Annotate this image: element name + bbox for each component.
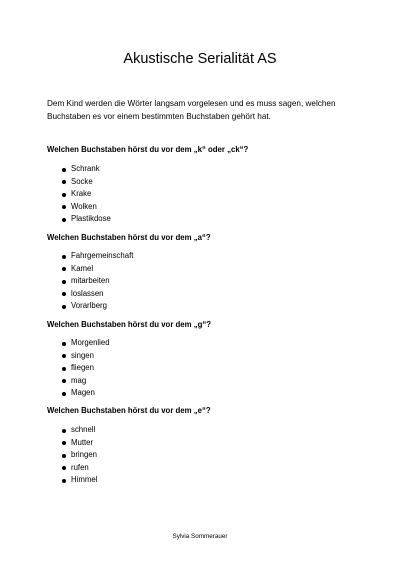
bullet-icon [62, 342, 66, 346]
bullet-icon [62, 354, 66, 358]
word-list [47, 250, 367, 313]
word-text: mag [71, 375, 87, 385]
bullet-icon [62, 255, 66, 259]
list-item [47, 375, 367, 388]
word-text: Morgenlied [71, 338, 110, 347]
question-section-e [47, 406, 367, 487]
list-item [47, 362, 367, 375]
word-text: singen [71, 350, 94, 360]
bullet-icon [62, 429, 66, 433]
word-text: loslassen [71, 288, 104, 298]
bullet-icon [62, 367, 66, 371]
page-title: Akustische Serialität AS [123, 51, 277, 67]
word-text: Socke [71, 176, 93, 186]
list-item [47, 275, 367, 288]
word-text: rufen [71, 462, 89, 472]
word-text: Krake [71, 189, 92, 198]
bullet-icon [62, 280, 66, 284]
word-list [47, 337, 367, 400]
bullet-icon [62, 479, 66, 483]
word-text: Fahrgemeinschaft [71, 251, 134, 260]
bullet-icon [62, 305, 66, 309]
list-item [47, 188, 367, 201]
list-item [47, 213, 367, 226]
footer-author: Sylvia Sommerauer [172, 533, 228, 540]
word-text: Plastikdose [71, 214, 111, 223]
word-text: bringen [71, 450, 98, 459]
word-list [47, 163, 367, 226]
bullet-icon [62, 466, 66, 470]
word-text: mitarbeiten [71, 276, 110, 285]
intro-text: Dem Kind werden die Wörter langsam vorgelesen und es muss sagen, welchen Buchstaben es vor einem bestimmten Buchstaben gehört hat. [47, 99, 336, 121]
list-item [47, 449, 367, 462]
question-section-a [47, 233, 367, 313]
word-text: Vorarlberg [71, 301, 107, 310]
bullet-icon [62, 379, 66, 383]
list-item [47, 350, 367, 363]
list-item [47, 300, 367, 313]
question-heading: Welchen Buchstaben hörst du vor dem „a“? [47, 233, 211, 242]
word-text: Mutter [71, 437, 94, 447]
question-heading: Welchen Buchstaben hörst du vor dem „e“? [47, 406, 211, 415]
list-item [47, 163, 367, 176]
bullet-icon [62, 392, 66, 396]
question-heading: Welchen Buchstaben hörst du vor dem „g“? [47, 320, 212, 329]
list-item [47, 387, 367, 400]
bullet-icon [62, 193, 66, 197]
list-item [47, 263, 367, 276]
bullet-icon [62, 205, 66, 209]
list-item [47, 424, 367, 437]
word-text: Magen [71, 388, 95, 397]
list-item [47, 474, 367, 487]
bullet-icon [62, 441, 66, 445]
bullet-icon [62, 180, 66, 184]
list-item [47, 250, 367, 263]
word-list [47, 424, 367, 487]
list-item [47, 288, 367, 301]
bullet-icon [62, 168, 66, 172]
word-text: Schrank [71, 164, 100, 173]
bullet-icon [62, 218, 66, 222]
list-item [47, 201, 367, 214]
list-item [47, 462, 367, 475]
question-section-k [47, 145, 367, 226]
question-heading: Welchen Buchstaben hörst du vor dem „k“ oder „ck“? [47, 145, 249, 154]
word-text: Wolken [71, 201, 97, 211]
bullet-icon [62, 454, 66, 458]
word-text: fliegen [71, 363, 94, 372]
list-item [47, 176, 367, 189]
bullet-icon [62, 292, 66, 296]
list-item [47, 437, 367, 450]
bullet-icon [62, 267, 66, 271]
word-text: Kamel [71, 263, 94, 273]
word-text: Himmel [71, 475, 98, 484]
word-text: schnell [71, 425, 96, 434]
list-item [47, 337, 367, 350]
question-section-g [47, 320, 367, 400]
